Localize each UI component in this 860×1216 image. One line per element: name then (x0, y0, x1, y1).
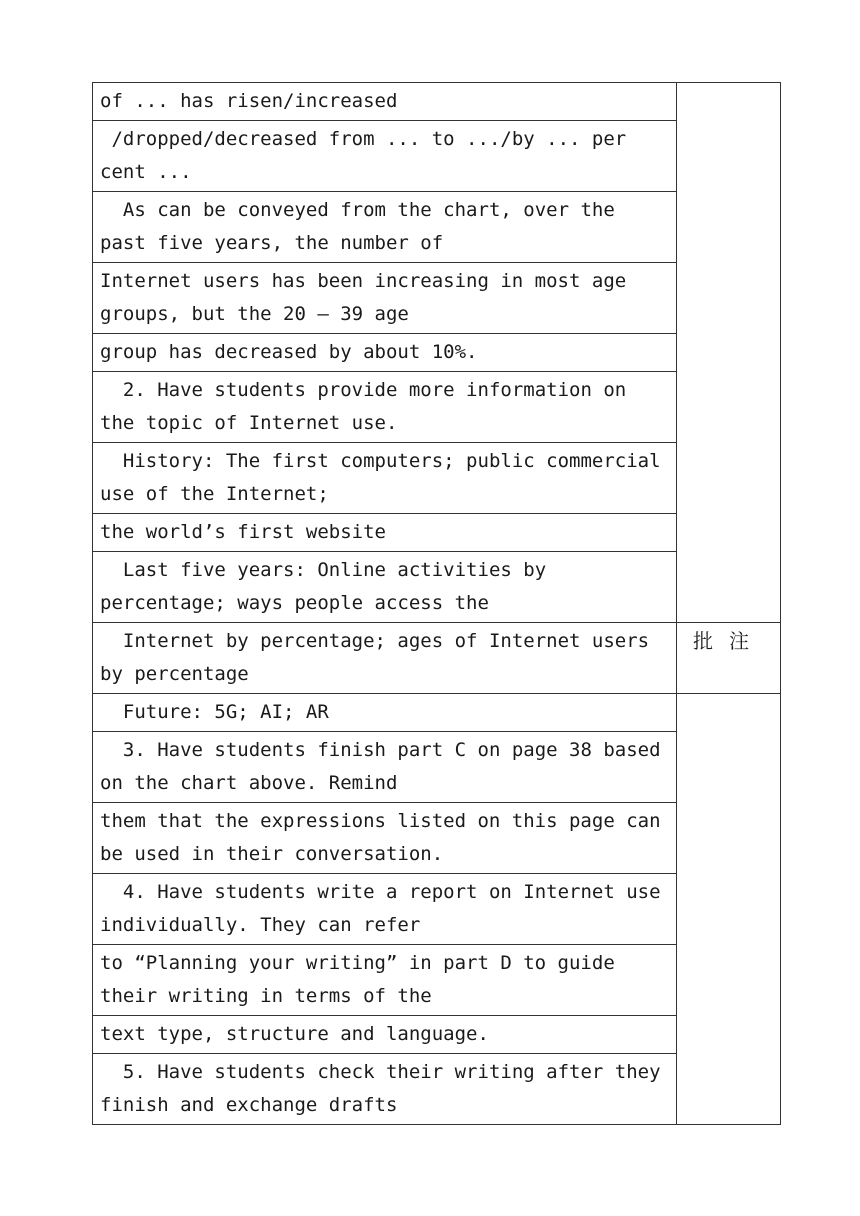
table-cell: group has decreased by about 10%. (93, 334, 677, 372)
table-cell: 3. Have students finish part C on page 38 based on the chart above. Remind (93, 732, 677, 803)
table-cell: Internet users has been increasing in most age groups, but the 20 — 39 age (93, 263, 677, 334)
side-column-cell (677, 83, 781, 623)
table-cell: the world’s first website (93, 514, 677, 552)
table-row (93, 623, 781, 694)
table-cell: /dropped/decreased from ... to .../by ... per cent ... (93, 121, 677, 192)
table-cell: Future: 5G; AI; AR (93, 694, 677, 732)
table-cell: 4. Have students write a report on Internet use individually. They can refer (93, 874, 677, 945)
annotation-area (677, 694, 781, 1125)
table-cell: As can be conveyed from the chart, over the past five years, the number of (93, 192, 677, 263)
table-cell: of ... has risen/increased (93, 83, 677, 121)
table-cell: 2. Have students provide more information on the topic of Internet use. (93, 372, 677, 443)
table-cell: History: The first computers; public commercial use of the Internet; (93, 443, 677, 514)
table-cell: them that the expressions listed on this page can be used in their conversation. (93, 803, 677, 874)
table-cell: text type, structure and language. (93, 1016, 677, 1054)
table-row (93, 694, 781, 732)
table-cell: to “Planning your writing” in part D to guide their writing in terms of the (93, 945, 677, 1016)
lesson-plan-table (92, 82, 781, 1125)
table-cell: Last five years: Online activities by percentage; ways people access the (93, 552, 677, 623)
table-cell: 5. Have students check their writing after they finish and exchange drafts (93, 1054, 677, 1125)
table-cell: Internet by percentage; ages of Internet users by percentage (93, 623, 677, 694)
annotation-label: 批注 (677, 623, 781, 694)
table-row (93, 83, 781, 121)
